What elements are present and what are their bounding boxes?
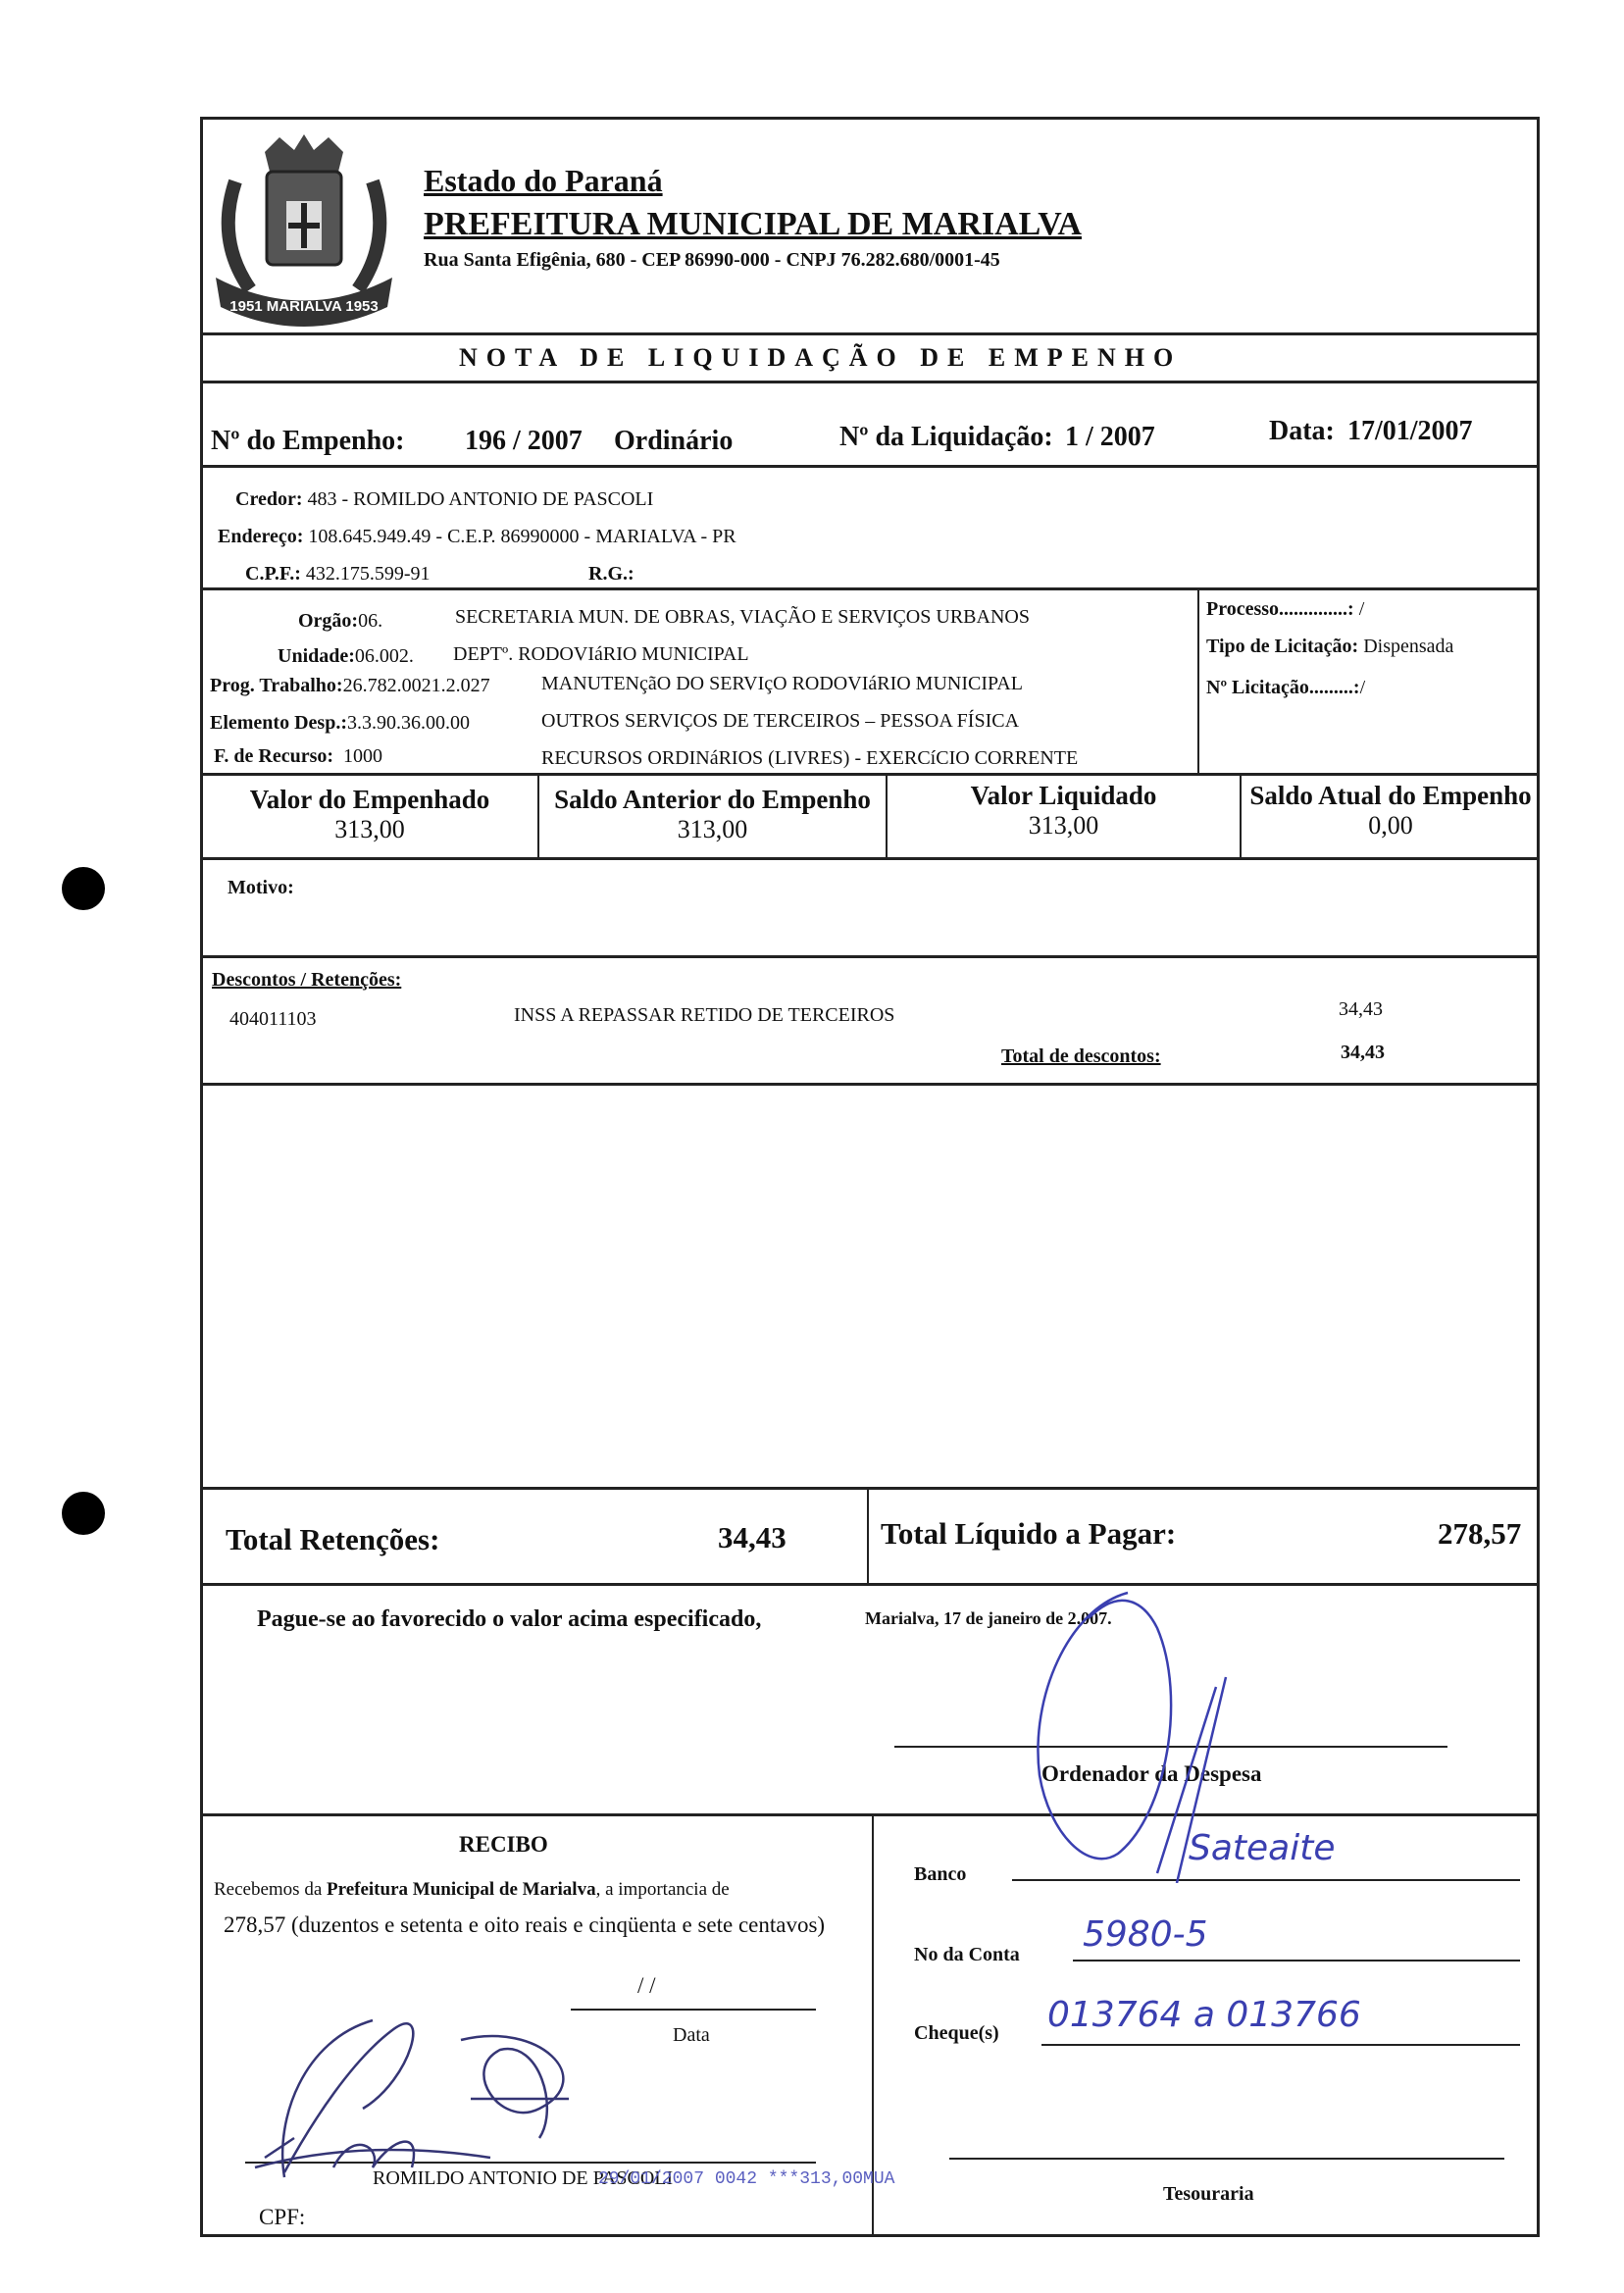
place-date: Marialva, 17 de janeiro de 2.007.	[865, 1608, 1112, 1628]
desconto-value: 34,43	[1339, 998, 1383, 1020]
bank-stamp: 29/01/2007 0042 ***313,00MUA	[598, 2169, 895, 2189]
cpf-value: 432.175.599-91	[305, 563, 431, 585]
prog-label: Prog. Trabalho:	[210, 675, 343, 696]
saldo-atual-label: Saldo Atual do Empenho	[1249, 781, 1532, 810]
valor-liquidado-value: 313,00	[1028, 811, 1099, 840]
desconto-description: INSS A REPASSAR RETIDO DE TERCEIROS	[514, 1004, 895, 1026]
endereco-value: 108.645.949.49 - C.E.P. 86990000 - MARIALVA - PR	[308, 526, 736, 547]
saldo-atual-value: 0,00	[1368, 811, 1413, 840]
orgao-label: Orgão:	[298, 610, 359, 632]
recurso-code: 1000	[343, 745, 383, 767]
liquidacao-number: 1 / 2007	[1065, 422, 1155, 452]
recibo-signer-name: ROMILDO ANTONIO DE PASCOLI	[373, 2167, 674, 2189]
orgao-code: 06.	[358, 610, 383, 632]
total-descontos-label: Total de descontos:	[1001, 1045, 1161, 1067]
recibo-date-slashes: / /	[637, 1973, 656, 1998]
recibo-text-pre: Recebemos da	[214, 1879, 328, 1900]
recibo-text-bold: Prefeitura Municipal de Marialva	[327, 1879, 596, 1900]
valor-empenhado-label: Valor do Empenhado	[249, 785, 490, 814]
recibo-cpf-label: CPF:	[259, 2205, 306, 2229]
ordenador-label: Ordenador da Despesa	[1041, 1761, 1262, 1786]
desconto-code: 404011103	[229, 1008, 317, 1030]
unidade-code: 06.002.	[354, 645, 414, 667]
recurso-label: F. de Recurso:	[214, 745, 334, 767]
cheques-label: Cheque(s)	[914, 2022, 999, 2044]
total-descontos-value: 34,43	[1341, 1042, 1385, 1063]
saldo-anterior-cell	[539, 785, 886, 844]
document-title: NOTA DE LIQUIDAÇÃO DE EMPENHO	[459, 343, 1183, 372]
processo-label: Processo..............:	[1206, 598, 1354, 620]
saldo-anterior-label: Saldo Anterior do Empenho	[554, 785, 871, 814]
cpf-label: C.P.F.:	[245, 563, 301, 585]
unidade-name: DEPTº. RODOVIáRIO MUNICIPAL	[453, 643, 749, 665]
state-name: Estado do Paraná	[424, 163, 663, 198]
municipal-crest	[206, 132, 402, 329]
orgao-name: SECRETARIA MUN. DE OBRAS, VIAÇÃO E SERVIÇOS URBANOS	[455, 606, 1030, 628]
descontos-label: Descontos / Retenções:	[212, 969, 402, 991]
recurso-name: RECURSOS ORDINáRIOS (LIVRES) - EXERCíCIO CORRENTE	[541, 747, 1079, 769]
motivo-label: Motivo:	[228, 877, 294, 898]
liquidacao-label: Nº da Liquidação:	[839, 422, 1053, 452]
conta-value: 5980-5	[1083, 1914, 1208, 1955]
licitacao-label: Nº Licitação.........:	[1206, 677, 1360, 698]
total-retencoes-label: Total Retenções:	[226, 1522, 440, 1556]
processo-value: /	[1358, 598, 1365, 620]
ordenador-signature	[1010, 1589, 1245, 1883]
cheques-value: 013764 a 013766	[1047, 1995, 1361, 2035]
tipo-licitacao-value: Dispensada	[1363, 636, 1454, 657]
elemento-code: 3.3.90.36.00.00	[346, 712, 470, 734]
valor-empenhado-cell	[202, 785, 537, 844]
municipality-name: PREFEITURA MUNICIPAL DE MARIALVA	[424, 206, 1082, 242]
recibo-text-post: , a importancia de	[595, 1879, 730, 1900]
date-label: Data:	[1269, 416, 1335, 446]
valor-liquidado-cell	[888, 781, 1240, 841]
tipo-licitacao-label: Tipo de Licitação:	[1206, 636, 1359, 657]
municipality-address: Rua Santa Efigênia, 680 - CEP 86990-000 - CNPJ 76.282.680/0001-45	[424, 249, 1000, 271]
prog-code: 26.782.0021.2.027	[342, 675, 490, 696]
valor-empenhado-value: 313,00	[334, 815, 405, 843]
recibo-date-label: Data	[673, 2024, 710, 2046]
endereco-label: Endereço:	[218, 526, 304, 547]
tesouraria-label: Tesouraria	[1163, 2183, 1254, 2205]
credor-label: Credor:	[235, 488, 303, 510]
recibo-text	[214, 1879, 730, 1901]
valor-liquidado-label: Valor Liquidado	[970, 781, 1157, 810]
empenho-type: Ordinário	[614, 426, 734, 456]
crest-ribbon-text: 1951 MARIALVA 1953	[229, 298, 379, 315]
conta-label: No da Conta	[914, 1944, 1020, 1965]
total-liquido-value: 278,57	[1438, 1516, 1522, 1551]
punch-hole	[62, 867, 105, 910]
total-liquido-label: Total Líquido a Pagar:	[881, 1516, 1177, 1551]
date-value: 17/01/2007	[1347, 416, 1473, 446]
empenho-number: 196 / 2007	[465, 426, 583, 456]
elemento-label: Elemento Desp.:	[210, 712, 347, 734]
licitacao-value: /	[1359, 677, 1366, 698]
recibo-title: RECIBO	[459, 1832, 548, 1857]
recibo-amount-text: 278,57 (duzentos e setenta e oito reais e cinqüenta e sete centavos)	[224, 1912, 826, 1937]
credor-value: 483 - ROMILDO ANTONIO DE PASCOLI	[307, 488, 654, 510]
empenho-label: Nº do Empenho:	[211, 426, 405, 456]
rg-label: R.G.:	[588, 563, 634, 585]
saldo-anterior-value: 313,00	[677, 815, 748, 843]
banco-value: Sateaite	[1189, 1828, 1336, 1868]
elemento-name: OUTROS SERVIÇOS DE TERCEIROS – PESSOA FÍSICA	[541, 710, 1020, 732]
banco-label: Banco	[914, 1863, 967, 1885]
saldo-atual-cell	[1242, 781, 1540, 841]
prog-name: MANUTENçãO DO SERVIçO RODOVIáRIO MUNICIPAL	[541, 673, 1023, 694]
pague-se-text: Pague-se ao favorecido o valor acima especificado,	[257, 1606, 762, 1632]
unidade-label: Unidade:	[278, 645, 355, 667]
total-retencoes-value: 34,43	[718, 1520, 787, 1554]
recibo-signature	[245, 2001, 618, 2187]
punch-hole	[62, 1492, 105, 1535]
